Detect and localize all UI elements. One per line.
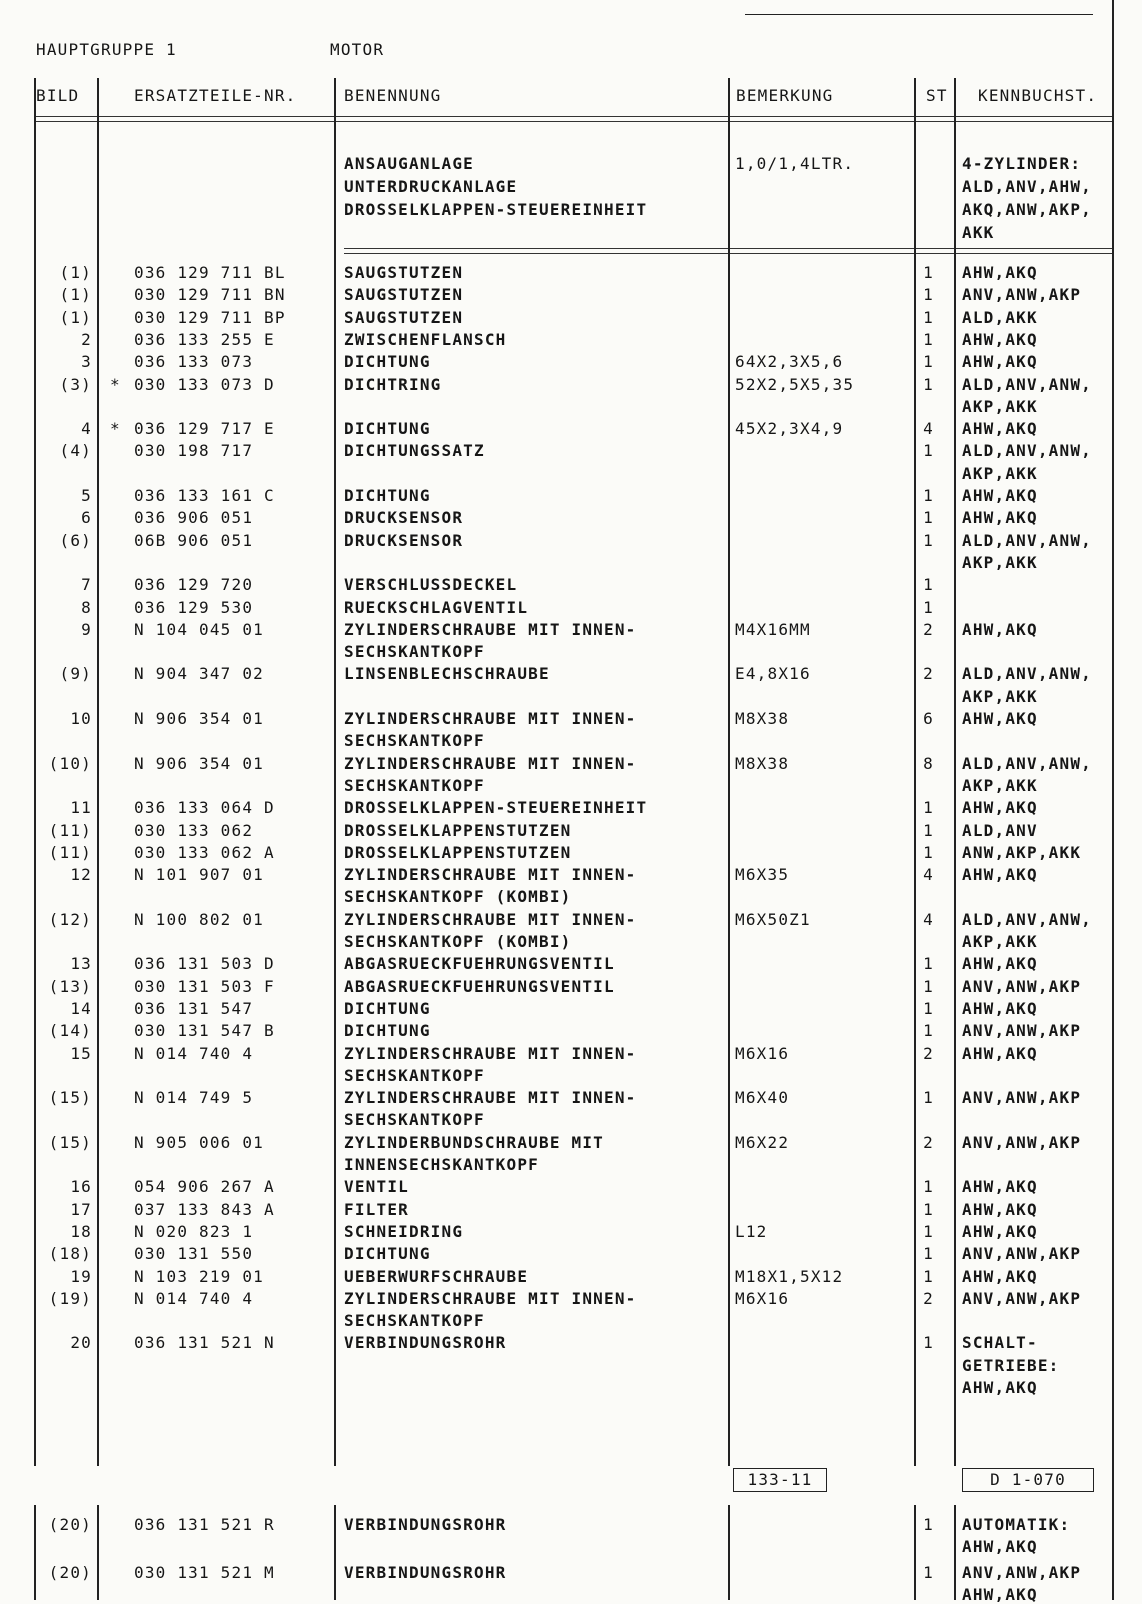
- row-stueck: 2: [923, 1043, 934, 1063]
- row-stueck: 1: [923, 1266, 934, 1286]
- row-bild: 15: [70, 1043, 92, 1063]
- table-row: [0, 1288, 1142, 1331]
- row-benennung: DICHTUNG: [344, 998, 431, 1018]
- row-bild: 10: [70, 709, 92, 728]
- row-stueck: 1: [923, 285, 934, 305]
- row-bemerkung: M8X38: [735, 753, 790, 773]
- row-stueck: 1: [923, 1177, 934, 1197]
- table-row: [0, 1333, 1142, 1397]
- row-stueck: 1: [923, 798, 934, 818]
- row-stueck: 1: [923, 820, 934, 840]
- row-bild: (20): [48, 1563, 92, 1582]
- row-stueck: 4: [923, 419, 934, 439]
- row-benennung: SECHSKANTKOPF (KOMBI): [344, 931, 572, 951]
- row-benennung: ZYLINDERSCHRAUBE MIT INNEN-: [344, 909, 637, 929]
- table-row: [0, 1267, 1142, 1290]
- row-kennbuchst: AKP,AKK: [962, 686, 1038, 706]
- table-row: [0, 1088, 1142, 1130]
- row-benennung: VENTIL: [344, 1177, 409, 1197]
- section-kenn-1: 4-ZYLINDER:: [962, 154, 1082, 173]
- row-kennbuchst: ANW,AKP,AKK: [962, 842, 1082, 862]
- row-benennung: SECHSKANTKOPF: [344, 775, 485, 795]
- row-benennung: ZYLINDERSCHRAUBE MIT INNEN-: [344, 1043, 637, 1063]
- table-row: [0, 1043, 1142, 1085]
- footer-box-right: D 1-070: [962, 1468, 1094, 1492]
- row-bild: (15): [48, 1132, 92, 1152]
- row-bild: 2: [81, 329, 92, 349]
- row-kennbuchst: AHW,AKQ: [962, 954, 1038, 974]
- row-bemerkung: M8X38: [735, 709, 790, 728]
- row-part-number: 030 129 711 BN: [134, 285, 286, 305]
- row-stueck: 6: [923, 709, 934, 728]
- row-stueck: 1: [923, 842, 934, 862]
- row-stueck: 1: [923, 1563, 934, 1582]
- row-bild: 20: [70, 1333, 92, 1353]
- row-part-number: 054 906 267 A: [134, 1177, 275, 1197]
- row-benennung: DROSSELKLAPPEN-STEUEREINHEIT: [344, 798, 648, 818]
- row-stueck: 1: [923, 1021, 934, 1041]
- row-benennung: DICHTUNG: [344, 352, 431, 372]
- row-bemerkung: 64X2,3X5,6: [735, 352, 844, 372]
- row-kennbuchst: AHW,AKQ: [962, 508, 1038, 528]
- row-bild: (4): [59, 441, 92, 461]
- row-benennung: SECHSKANTKOPF: [344, 731, 485, 751]
- row-stueck: 1: [923, 976, 934, 996]
- row-part-number: 036 906 051: [134, 508, 254, 528]
- row-bild: 8: [81, 597, 92, 617]
- row-benennung: SECHSKANTKOPF: [344, 1311, 485, 1331]
- row-stueck: 4: [923, 865, 934, 885]
- row-part-number: 030 131 547 B: [134, 1021, 275, 1041]
- row-kennbuchst: AKP,AKK: [962, 396, 1038, 416]
- row-part-number: 036 131 503 D: [134, 954, 275, 974]
- row-bild: 6: [81, 508, 92, 528]
- row-part-number: 030 131 521 M: [134, 1563, 275, 1582]
- row-benennung: ZYLINDERSCHRAUBE MIT INNEN-: [344, 1288, 637, 1308]
- row-bemerkung: M6X35: [735, 865, 790, 885]
- row-benennung: DROSSELKLAPPENSTUTZEN: [344, 842, 572, 862]
- section-kenn-4: AKK: [962, 223, 995, 242]
- row-part-number: 030 129 711 BP: [134, 307, 286, 327]
- row-bild: (11): [48, 842, 92, 862]
- row-part-number: 036 129 717 E: [134, 419, 275, 439]
- row-stueck: 1: [923, 1221, 934, 1241]
- table-row: [0, 977, 1142, 1000]
- row-kennbuchst: ALD,ANV,ANW,: [962, 374, 1092, 394]
- row-kennbuchst: SCHALT-: [962, 1333, 1038, 1353]
- row-stueck: 1: [923, 263, 934, 282]
- row-part-number: N 014 749 5: [134, 1088, 254, 1108]
- row-benennung: DICHTUNG: [344, 1021, 431, 1041]
- row-bild: 11: [70, 798, 92, 818]
- row-part-number: N 014 740 4: [134, 1288, 254, 1308]
- col-st-header: ST: [926, 86, 948, 105]
- row-part-number: 037 133 843 A: [134, 1199, 275, 1219]
- row-kennbuchst: AHW,AKQ: [962, 1177, 1038, 1197]
- row-part-number: N 100 802 01: [134, 909, 264, 929]
- row-part-number: 036 133 255 E: [134, 329, 275, 349]
- row-kennbuchst: AHW,AKQ: [962, 1377, 1038, 1397]
- row-benennung: RUECKSCHLAGVENTIL: [344, 597, 529, 617]
- row-kennbuchst: AHW,AKQ: [962, 486, 1038, 505]
- row-bild: (1): [59, 307, 92, 327]
- row-bild: 14: [70, 998, 92, 1018]
- row-kennbuchst: AKP,AKK: [962, 463, 1038, 483]
- row-stueck: 1: [923, 508, 934, 528]
- section-title-1: ANSAUGANLAGE: [344, 154, 474, 173]
- table-row: [0, 352, 1142, 375]
- row-kennbuchst: ALD,ANV,ANW,: [962, 753, 1092, 773]
- row-kennbuchst: ANV,ANW,AKP: [962, 285, 1082, 305]
- table-row: [0, 530, 1142, 572]
- row-stueck: 1: [923, 329, 934, 349]
- row-kennbuchst: ALD,ANV: [962, 820, 1038, 840]
- table-row: [0, 753, 1142, 795]
- row-stueck: 1: [923, 998, 934, 1018]
- table-row: [0, 285, 1142, 308]
- table-row: [0, 441, 1142, 483]
- row-benennung: DICHTUNG: [344, 486, 431, 505]
- row-bild: 13: [70, 954, 92, 974]
- row-part-number: N 103 219 01: [134, 1266, 264, 1286]
- table-row: [0, 798, 1142, 821]
- table-row: [0, 909, 1142, 951]
- row-bemerkung: L12: [735, 1221, 768, 1241]
- row-part-number: N 906 354 01: [134, 709, 264, 728]
- section-title-2: UNTERDRUCKANLAGE: [344, 177, 518, 196]
- row-kennbuchst: AHW,AKQ: [962, 329, 1038, 349]
- row-bild: (15): [48, 1088, 92, 1108]
- row-part-number: N 014 740 4: [134, 1043, 254, 1063]
- row-stueck: 1: [923, 374, 934, 394]
- row-bild: 7: [81, 575, 92, 595]
- row-kennbuchst: AHW,AKQ: [962, 865, 1038, 885]
- table-row: [0, 1515, 1142, 1557]
- row-benennung: SECHSKANTKOPF: [344, 642, 485, 662]
- row-stueck: 2: [923, 664, 934, 684]
- row-part-number: 030 133 062: [134, 820, 254, 840]
- row-benennung: DRUCKSENSOR: [344, 530, 464, 550]
- row-benennung: SECHSKANTKOPF (KOMBI): [344, 887, 572, 907]
- row-benennung: ZYLINDERBUNDSCHRAUBE MIT: [344, 1132, 604, 1152]
- row-stueck: 1: [923, 352, 934, 372]
- row-bemerkung: M18X1,5X12: [735, 1266, 844, 1286]
- row-part-number: 036 129 711 BL: [134, 263, 286, 282]
- section-remark: 1,0/1,4LTR.: [735, 154, 855, 173]
- footer-box-left: 133-11: [733, 1468, 827, 1492]
- row-bild: (1): [59, 263, 92, 282]
- top-rule: [745, 14, 1093, 15]
- table-row: [0, 999, 1142, 1022]
- row-kennbuchst: AHW,AKQ: [962, 619, 1038, 639]
- row-part-number: 030 131 550: [134, 1244, 254, 1264]
- col-nr-header: ERSATZTEILE-NR.: [134, 86, 297, 105]
- row-part-number: 036 129 530: [134, 597, 254, 617]
- row-benennung: VERBINDUNGSROHR: [344, 1563, 507, 1582]
- row-benennung: LINSENBLECHSCHRAUBE: [344, 664, 550, 684]
- row-kennbuchst: GETRIEBE:: [962, 1355, 1060, 1375]
- table-row: [0, 843, 1142, 866]
- row-kennbuchst: ANV,ANW,AKP: [962, 1021, 1082, 1041]
- row-bild: (9): [59, 664, 92, 684]
- row-kennbuchst: ALD,ANV,ANW,: [962, 664, 1092, 684]
- row-part-number: 036 133 073: [134, 352, 254, 372]
- row-bild: (20): [48, 1515, 92, 1534]
- row-benennung: DICHTUNG: [344, 419, 431, 439]
- row-benennung: SCHNEIDRING: [344, 1221, 464, 1241]
- row-stueck: 1: [923, 1333, 934, 1353]
- row-part-number: 036 131 521 R: [134, 1515, 275, 1534]
- table-row: [0, 486, 1142, 509]
- row-part-number: N 906 354 01: [134, 753, 264, 773]
- row-benennung: VERBINDUNGSROHR: [344, 1333, 507, 1353]
- row-stueck: 1: [923, 1244, 934, 1264]
- section-title-3: DROSSELKLAPPEN-STEUEREINHEIT: [344, 200, 648, 219]
- row-part-number: N 905 006 01: [134, 1132, 264, 1152]
- row-bild: 4: [81, 419, 92, 439]
- row-benennung: ZYLINDERSCHRAUBE MIT INNEN-: [344, 619, 637, 639]
- row-bild: (19): [48, 1288, 92, 1308]
- row-benennung: ZYLINDERSCHRAUBE MIT INNEN-: [344, 753, 637, 773]
- row-part-number: 030 198 717: [134, 441, 254, 461]
- section-kenn-3: AKQ,ANW,AKP,: [962, 200, 1092, 219]
- row-benennung: DICHTUNGSSATZ: [344, 441, 485, 461]
- row-kennbuchst: ALD,ANV,ANW,: [962, 530, 1092, 550]
- row-kennbuchst: AHW,AKQ: [962, 1043, 1038, 1063]
- row-kennbuchst: AHW,AKQ: [962, 419, 1038, 439]
- row-bild: 17: [70, 1199, 92, 1219]
- row-benennung: ZYLINDERSCHRAUBE MIT INNEN-: [344, 865, 637, 885]
- table-row: [0, 374, 1142, 416]
- row-benennung: DROSSELKLAPPENSTUTZEN: [344, 820, 572, 840]
- row-kennbuchst: AHW,AKQ: [962, 263, 1038, 282]
- row-kennbuchst: AKP,AKK: [962, 775, 1038, 795]
- row-stueck: 1: [923, 307, 934, 327]
- table-row: [0, 664, 1142, 706]
- row-part-number: 036 129 720: [134, 575, 254, 595]
- row-stueck: 2: [923, 1132, 934, 1152]
- row-kennbuchst: AHW,AKQ: [962, 1221, 1038, 1241]
- table-row: [0, 865, 1142, 907]
- row-kennbuchst: AUTOMATIK:: [962, 1515, 1071, 1534]
- row-bild: (13): [48, 976, 92, 996]
- row-benennung: SAUGSTUTZEN: [344, 307, 464, 327]
- row-stueck: 1: [923, 954, 934, 974]
- row-part-number: 030 131 503 F: [134, 976, 275, 996]
- row-part-number: N 104 045 01: [134, 619, 264, 639]
- row-benennung: SECHSKANTKOPF: [344, 1110, 485, 1130]
- row-kennbuchst: AHW,AKQ: [962, 1537, 1038, 1557]
- row-bild: (14): [48, 1021, 92, 1041]
- row-kennbuchst: ANV,ANW,AKP: [962, 1563, 1082, 1582]
- row-kennbuchst: ALD,ANV,ANW,: [962, 909, 1092, 929]
- col-bem-header: BEMERKUNG: [736, 86, 834, 105]
- row-part-number: N 101 907 01: [134, 865, 264, 885]
- table-row: [0, 709, 1142, 751]
- row-kennbuchst: AHW,AKQ: [962, 709, 1038, 728]
- row-benennung: UEBERWURFSCHRAUBE: [344, 1266, 529, 1286]
- row-stueck: 1: [923, 486, 934, 505]
- row-bemerkung: E4,8X16: [735, 664, 811, 684]
- row-benennung: ZYLINDERSCHRAUBE MIT INNEN-: [344, 709, 637, 728]
- row-part-number: N 904 347 02: [134, 664, 264, 684]
- row-bild: (18): [48, 1244, 92, 1264]
- table-row: [0, 330, 1142, 353]
- row-kennbuchst: ANV,ANW,AKP: [962, 1244, 1082, 1264]
- row-stueck: 1: [923, 1088, 934, 1108]
- row-bild: 18: [70, 1221, 92, 1241]
- row-bemerkung: M6X50Z1: [735, 909, 811, 929]
- row-part-number: 036 133 161 C: [134, 486, 275, 505]
- col-kenn-header: KENNBUCHST.: [978, 86, 1098, 105]
- row-kennbuchst: AHW,AKQ: [962, 1585, 1038, 1604]
- row-kennbuchst: ANV,ANW,AKP: [962, 1088, 1082, 1108]
- row-bild: (3): [59, 374, 92, 394]
- row-benennung: ABGASRUECKFUEHRUNGSVENTIL: [344, 976, 615, 996]
- row-benennung: DICHTUNG: [344, 1244, 431, 1264]
- table-row: [0, 575, 1142, 598]
- table-row: [0, 619, 1142, 662]
- row-kennbuchst: AHW,AKQ: [962, 1199, 1038, 1219]
- row-benennung: SECHSKANTKOPF: [344, 1065, 485, 1085]
- row-stueck: 1: [923, 441, 934, 461]
- row-bild: (1): [59, 285, 92, 305]
- col-ben-header: BENENNUNG: [344, 86, 442, 105]
- row-bild: (12): [48, 909, 92, 929]
- row-bemerkung: M4X16MM: [735, 619, 811, 639]
- row-kennbuchst: AHW,AKQ: [962, 998, 1038, 1018]
- row-bemerkung: 45X2,3X4,9: [735, 419, 844, 439]
- row-stueck: 1: [923, 575, 934, 595]
- row-bild: 19: [70, 1266, 92, 1286]
- row-part-number: N 020 823 1: [134, 1221, 254, 1241]
- row-part-number: 036 133 064 D: [134, 798, 275, 818]
- row-bemerkung: M6X40: [735, 1088, 790, 1108]
- table-row: [0, 1563, 1142, 1604]
- row-bild: (6): [59, 530, 92, 550]
- row-kennbuchst: ALD,ANV,ANW,: [962, 441, 1092, 461]
- table-row: [0, 308, 1142, 331]
- table-row: [0, 821, 1142, 844]
- row-benennung: ABGASRUECKFUEHRUNGSVENTIL: [344, 954, 615, 974]
- row-benennung: DICHTRING: [344, 374, 442, 394]
- row-stueck: 4: [923, 909, 934, 929]
- table-row: [0, 1244, 1142, 1267]
- table-row: [0, 508, 1142, 531]
- row-kennbuchst: AKP,AKK: [962, 552, 1038, 572]
- row-bild: 9: [81, 619, 92, 639]
- row-stueck: 1: [923, 530, 934, 550]
- table-row: [0, 1200, 1142, 1223]
- table-row: [0, 419, 1142, 442]
- row-bild: 16: [70, 1177, 92, 1197]
- group-name: MOTOR: [330, 40, 385, 59]
- row-benennung: SAUGSTUTZEN: [344, 285, 464, 305]
- row-kennbuchst: AKP,AKK: [962, 931, 1038, 951]
- row-part-number: 030 133 062 A: [134, 842, 275, 862]
- row-stueck: 8: [923, 753, 934, 773]
- row-kennbuchst: AHW,AKQ: [962, 352, 1038, 372]
- row-stueck: 1: [923, 597, 934, 617]
- row-stueck: 2: [923, 1288, 934, 1308]
- table-row: [0, 1222, 1142, 1245]
- table-row: [0, 1021, 1142, 1044]
- row-bild: 3: [81, 352, 92, 372]
- row-benennung: INNENSECHSKANTKOPF: [344, 1154, 539, 1174]
- row-bemerkung: M6X22: [735, 1132, 790, 1152]
- section-kenn-2: ALD,ANV,AHW,: [962, 177, 1092, 196]
- row-bemerkung: 52X2,5X5,35: [735, 374, 855, 394]
- row-star: *: [110, 374, 121, 394]
- row-kennbuchst: AHW,AKQ: [962, 798, 1038, 818]
- row-part-number: 036 131 547: [134, 998, 254, 1018]
- row-part-number: 030 133 073 D: [134, 374, 275, 394]
- row-part-number: 036 131 521 N: [134, 1333, 275, 1353]
- row-benennung: DRUCKSENSOR: [344, 508, 464, 528]
- row-kennbuchst: ANV,ANW,AKP: [962, 976, 1082, 996]
- row-kennbuchst: ANV,ANW,AKP: [962, 1132, 1082, 1152]
- row-kennbuchst: AHW,AKQ: [962, 1266, 1038, 1286]
- row-kennbuchst: ALD,AKK: [962, 307, 1038, 327]
- row-benennung: VERBINDUNGSROHR: [344, 1515, 507, 1534]
- row-benennung: VERSCHLUSSDECKEL: [344, 575, 518, 595]
- row-benennung: SAUGSTUTZEN: [344, 263, 464, 282]
- row-stueck: 2: [923, 619, 934, 639]
- row-stueck: 1: [923, 1515, 934, 1534]
- row-bemerkung: M6X16: [735, 1288, 790, 1308]
- row-bild: (10): [48, 753, 92, 773]
- col-bild-header: BILD: [36, 86, 80, 105]
- row-bild: 5: [81, 486, 92, 505]
- header-rule: [34, 116, 1112, 122]
- table-row: [0, 1132, 1142, 1174]
- table-row: [0, 263, 1142, 286]
- row-benennung: ZWISCHENFLANSCH: [344, 329, 507, 349]
- table-row: [0, 598, 1142, 621]
- row-star: *: [110, 419, 121, 439]
- table-row: [0, 1177, 1142, 1200]
- row-bild: 12: [70, 865, 92, 885]
- row-part-number: 06B 906 051: [134, 530, 254, 550]
- table-row: [0, 954, 1142, 977]
- row-benennung: FILTER: [344, 1199, 409, 1219]
- row-stueck: 1: [923, 1199, 934, 1219]
- row-benennung: ZYLINDERSCHRAUBE MIT INNEN-: [344, 1088, 637, 1108]
- group-label: HAUPTGRUPPE 1: [36, 40, 177, 59]
- row-bild: (11): [48, 820, 92, 840]
- row-kennbuchst: ANV,ANW,AKP: [962, 1288, 1082, 1308]
- row-bemerkung: M6X16: [735, 1043, 790, 1063]
